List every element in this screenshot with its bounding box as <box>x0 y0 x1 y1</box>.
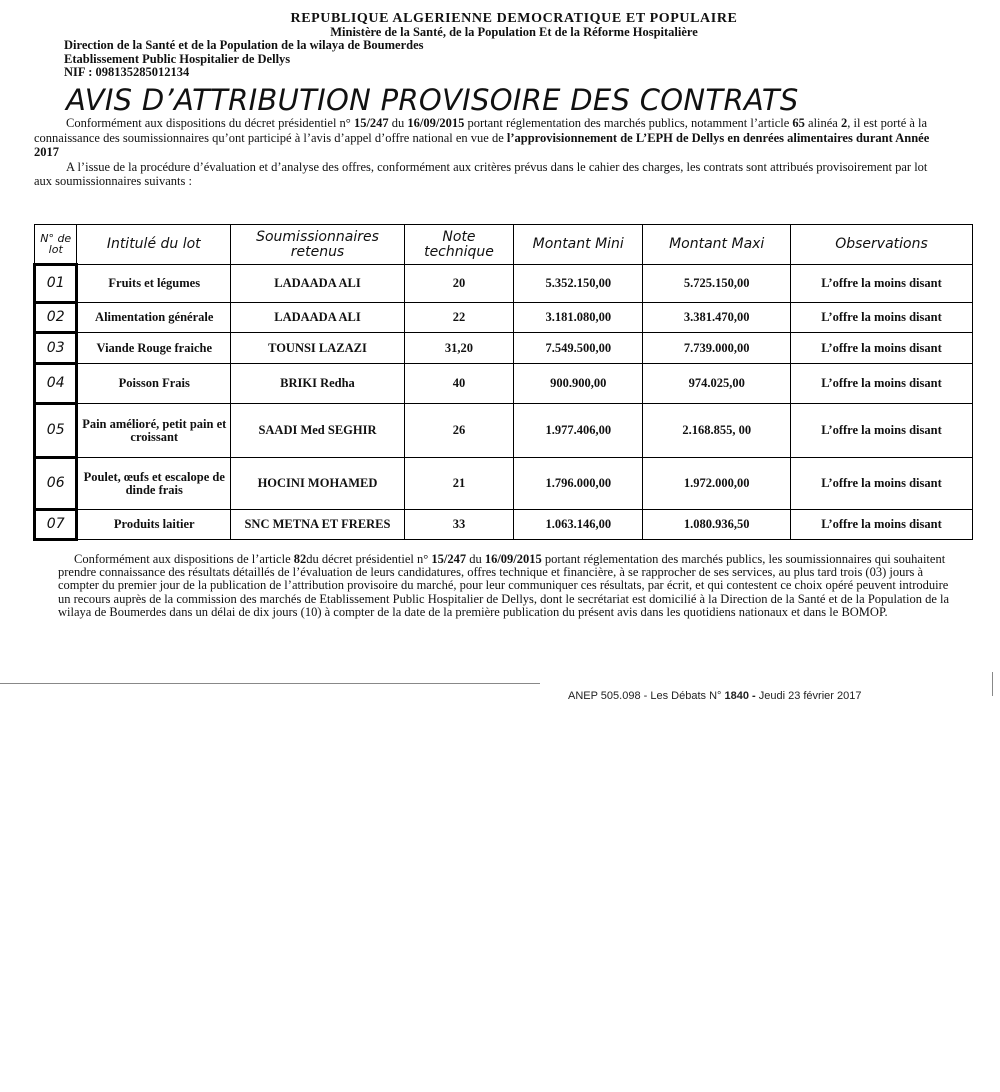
lot-title: Poisson Frais <box>77 364 231 404</box>
closing-text <box>58 553 963 619</box>
bidder-name: LADAADA ALI <box>231 303 405 333</box>
alinea-number: 2 <box>840 116 848 130</box>
intro-paragraph-2: A l’issue de la procédure d’évaluation et d’analyse des offres, conformément aux critères prévus dans le cahier des charges, les contrats sont attribués provisoirement par lot aux soumissionnaires suivants : <box>34 159 928 188</box>
table-row <box>35 265 973 303</box>
amount-min: 1.063.146,00 <box>514 510 643 540</box>
notice-title: AVIS D’ATTRIBUTION PROVISOIRE DES CONTRATS <box>66 83 799 117</box>
issue-date: Jeudi 23 février 2017 <box>758 690 862 702</box>
technical-note: 26 <box>404 404 513 458</box>
bidder-name: HOCINI MOHAMED <box>231 458 405 510</box>
lot-title: Viande Rouge fraiche <box>77 333 231 364</box>
republic-line: REPUBLIQUE ALGERIENNE DEMOCRATIQUE ET POPULAIRE <box>290 11 738 26</box>
observation: L’offre la moins disant <box>791 364 973 404</box>
amount-min: 5.352.150,00 <box>514 265 643 303</box>
closing-article-number: 82 <box>293 552 307 566</box>
lot-title: Pain amélioré, petit pain et croissant <box>77 404 231 458</box>
lot-number: 02 <box>35 303 77 333</box>
ministry-line: Ministère de la Santé, de la Population Et de la Réforme Hospitalière <box>330 24 698 39</box>
publication-reference: ANEP 505.098 - Les Débats <box>568 690 706 702</box>
table-header-row <box>35 225 973 265</box>
technical-note: 40 <box>404 364 513 404</box>
amount-max: 2.168.855, 00 <box>643 404 791 458</box>
lot-number: 07 <box>35 510 77 540</box>
tender-object: l’approvisionnement de L’EPH de Dellys en denrées alimentaires durant Année 2017 <box>34 130 930 159</box>
lot-title: Poulet, œufs et escalope de dinde frais <box>77 458 231 510</box>
bidder-name: SAADI Med SEGHIR <box>231 404 405 458</box>
direction-line: Direction de la Santé et de la Population de la wilaya de Boumerdes <box>64 38 424 52</box>
lot-number: 03 <box>35 333 77 364</box>
table-row <box>35 303 973 333</box>
closing-text-a: Conformément aux dispositions de l’article <box>74 552 294 566</box>
observation: L’offre la moins disant <box>791 458 973 510</box>
intro-paragraph-1 <box>34 116 946 160</box>
issue-number: 1840 - <box>724 690 756 702</box>
amount-max: 5.725.150,00 <box>643 265 791 303</box>
intro-text <box>34 116 946 189</box>
amount-max: 3.381.470,00 <box>643 303 791 333</box>
amount-max: 1.080.936,50 <box>643 510 791 540</box>
table-row <box>35 364 973 404</box>
col-technical-note: Note technique <box>404 225 513 265</box>
lot-title: Fruits et légumes <box>77 265 231 303</box>
article-number: 65 <box>792 116 805 130</box>
nif-line: NIF : 098135285012134 <box>64 65 190 79</box>
document-header <box>64 12 964 80</box>
amount-min: 1.977.406,00 <box>514 404 643 458</box>
table-row <box>35 458 973 510</box>
observation: L’offre la moins disant <box>791 333 973 364</box>
issue-label: N° <box>709 690 722 702</box>
observation: L’offre la moins disant <box>791 265 973 303</box>
closing-decree-number: 15/247 <box>431 552 467 566</box>
publication-footer <box>568 690 861 702</box>
col-amount-max: Montant Maxi <box>643 225 791 265</box>
closing-text-d: portant réglementation des marchés publics, les soumissionnaires qui souhaitent prendre connaissance des résultats détaillés de l’évaluation de leurs candidatures, offres technique et financière, à se rapprocher de ses services, au plus tard trois (03) jours à compter du premier jour de la publication de l’attribution provisoire du marché, pour leur communiquer ces résultats, par écrit, et qui contestent ce choix opéré peuvent introduire un recours auprès de la commission des marchés de Etablissement Public Hospitalier de Dellys, dont le secrétariat est domicilié à la Direction de la Santé et de la Population de la wilaya de Boumerdes dans un délai de dix jours (10) à compter de la date de la première publication du présent avis dans les quotidiens nationaux et dans le BOMOP. <box>58 552 950 619</box>
closing-paragraph <box>58 553 963 619</box>
amount-max: 974.025,00 <box>643 364 791 404</box>
intro-text-a: Conformément aux dispositions du décret présidentiel n° <box>66 116 354 130</box>
amount-min: 3.181.080,00 <box>514 303 643 333</box>
technical-note: 21 <box>404 458 513 510</box>
intro-text-e: , il est porté à la connaissance des soumissionnaires qu’ont participé à l’avis d’appel d’offre national en vue de <box>34 116 928 145</box>
closing-text-b: du décret présidentiel n° <box>306 552 432 566</box>
observation: L’offre la moins disant <box>791 510 973 540</box>
col-bidder: Soumissionnaires retenus <box>231 225 405 265</box>
technical-note: 31,20 <box>404 333 513 364</box>
amount-min: 7.549.500,00 <box>514 333 643 364</box>
bidder-name: SNC METNA ET FRERES <box>231 510 405 540</box>
observation: L’offre la moins disant <box>791 404 973 458</box>
col-lot-title: Intitulé du lot <box>77 225 231 265</box>
table-row <box>35 404 973 458</box>
closing-text-c: du <box>466 552 485 566</box>
col-lot-number: N° de lot <box>35 225 77 265</box>
technical-note: 33 <box>404 510 513 540</box>
intro-text-d: alinéa <box>804 116 841 130</box>
amount-min: 1.796.000,00 <box>514 458 643 510</box>
attribution-table <box>33 224 973 541</box>
lot-number: 01 <box>35 265 77 303</box>
bidder-name: BRIKI Redha <box>231 364 405 404</box>
technical-note: 22 <box>404 303 513 333</box>
lot-number: 06 <box>35 458 77 510</box>
bidder-name: TOUNSI LAZAZI <box>231 333 405 364</box>
closing-decree-date: 16/09/2015 <box>484 552 542 566</box>
intro-text-c: portant réglementation des marchés publics, notamment l’article <box>464 116 793 130</box>
table-row <box>35 333 973 364</box>
observation: L’offre la moins disant <box>791 303 973 333</box>
technical-note: 20 <box>404 265 513 303</box>
bidder-name: LADAADA ALI <box>231 265 405 303</box>
amount-max: 1.972.000,00 <box>643 458 791 510</box>
intro-text-b: du <box>388 116 408 130</box>
decree-date: 16/09/2015 <box>407 116 465 130</box>
lot-number: 04 <box>35 364 77 404</box>
footer-vertical-divider <box>992 672 993 696</box>
amount-min: 900.900,00 <box>514 364 643 404</box>
establishment-line: Etablissement Public Hospitalier de Dellys <box>64 51 291 66</box>
amount-max: 7.739.000,00 <box>643 333 791 364</box>
lot-title: Produits laitier <box>77 510 231 540</box>
lot-number: 05 <box>35 404 77 458</box>
col-amount-min: Montant Mini <box>514 225 643 265</box>
table-row <box>35 510 973 540</box>
lot-title: Alimentation générale <box>77 303 231 333</box>
col-observations: Observations <box>791 225 973 265</box>
footer-divider <box>0 683 540 684</box>
decree-number: 15/247 <box>353 116 389 130</box>
